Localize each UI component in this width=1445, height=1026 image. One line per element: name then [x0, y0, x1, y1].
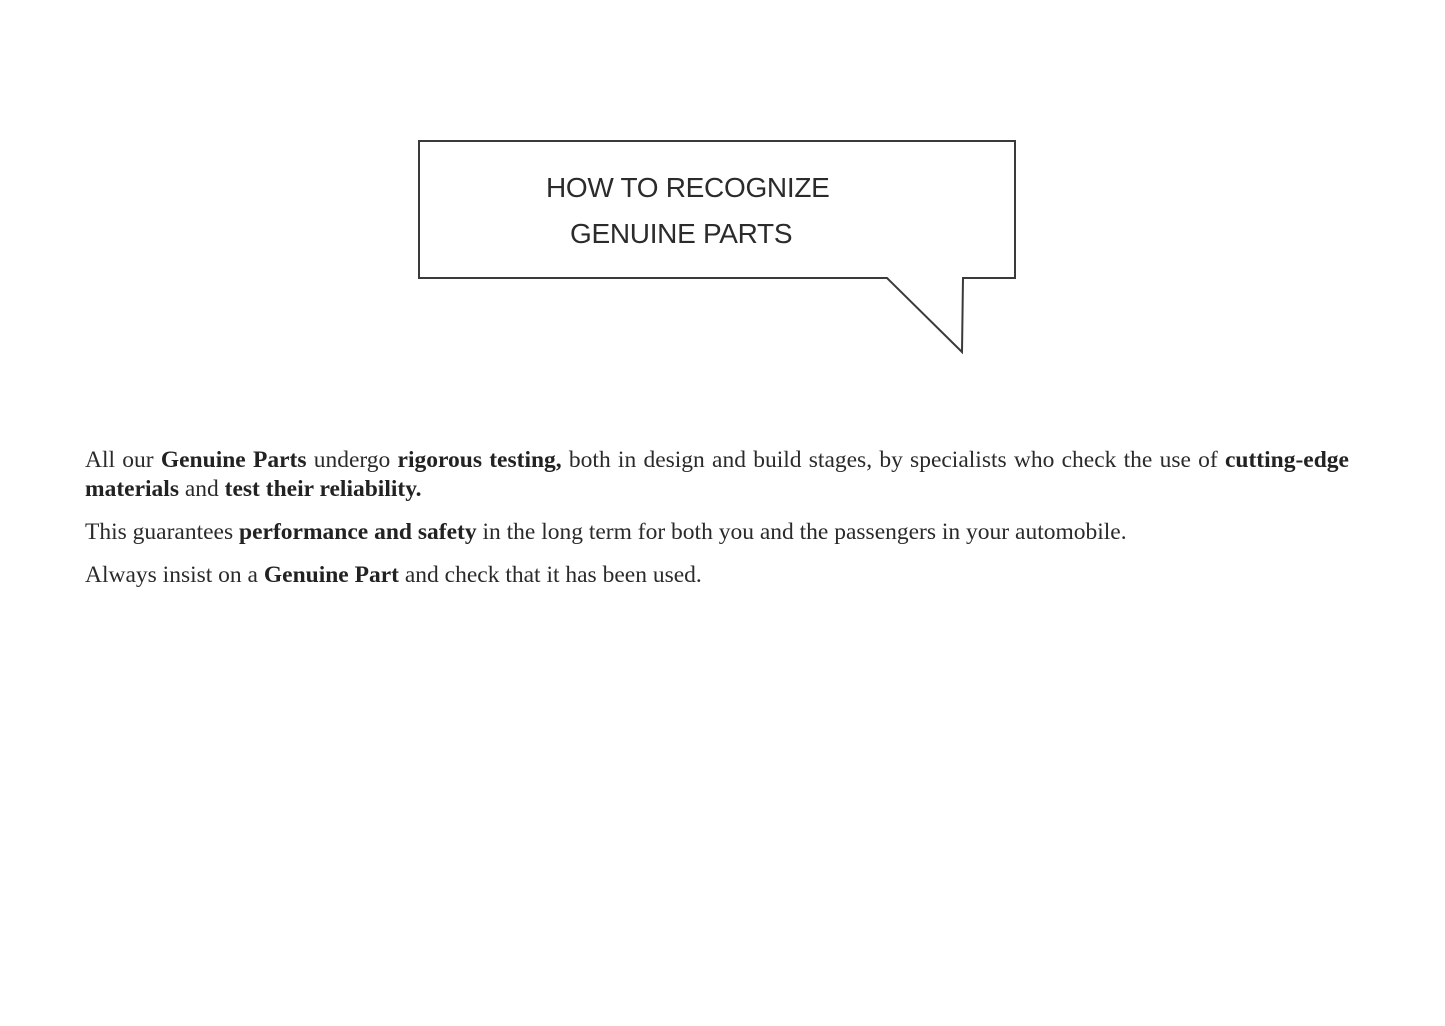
paragraph-testing: [85, 446, 1349, 504]
paragraph-insist: [85, 561, 1349, 590]
body-text: [85, 446, 1349, 604]
bold-performance-safety: performance and safety: [239, 519, 477, 545]
text-segment: All our: [85, 447, 161, 473]
callout-title: [420, 140, 1016, 277]
bold-test-reliability: test their reliability.: [224, 476, 422, 502]
bold-genuine-part: Genuine Part: [263, 562, 399, 588]
text-segment: undergo: [306, 447, 398, 473]
speech-bubble-callout: [400, 120, 1040, 370]
bold-cutting-edge-materials: cutting-edge materials: [85, 447, 1349, 502]
text-segment: and: [178, 476, 225, 502]
text-segment: Always insist on a: [85, 562, 264, 588]
paragraph-guarantee: [85, 518, 1349, 547]
callout-title-line-2: GENUINE PARTS: [570, 218, 793, 249]
text-segment: both in design and build stages, by specialists who check the use of: [561, 447, 1225, 473]
callout-title-line-1: HOW TO RECOGNIZE: [546, 172, 830, 203]
bold-genuine-parts: Genuine Parts: [160, 447, 307, 473]
bold-rigorous-testing: rigorous testing,: [397, 447, 562, 473]
text-segment: in the long term for both you and the passengers in your automobile.: [476, 519, 1127, 545]
text-segment: This guarantees: [85, 519, 240, 545]
text-segment: and check that it has been used.: [398, 562, 702, 588]
